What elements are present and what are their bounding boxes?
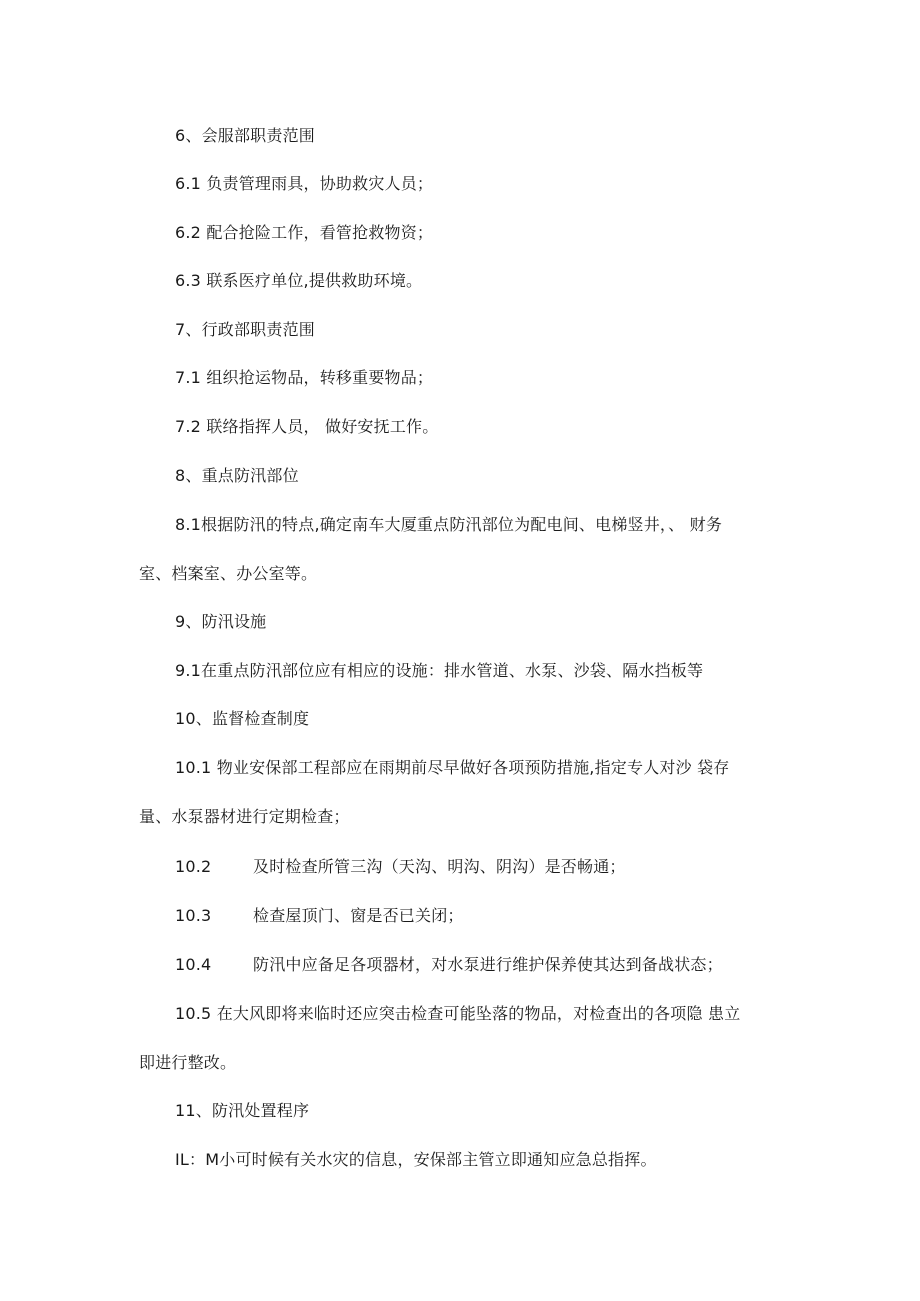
- item-text: 检查屋顶门、窗是否已关闭；: [253, 906, 464, 925]
- item-text: 防汛中应备足各项器材，对水泵进行维护保养使其达到备战状态；: [253, 955, 723, 974]
- item-10-3: [175, 905, 464, 927]
- item-text: 及时检查所管三沟（天沟、明沟、阴沟）是否畅通；: [253, 857, 626, 876]
- item-11-1: IL：M小可时候有关水灾的信息，安保部主管立即通知应急总指挥。: [175, 1150, 657, 1169]
- section-heading-7: 7、行政部职责范围: [175, 320, 315, 339]
- item-10-4: [175, 954, 723, 976]
- item-10-5-continued: 即进行整改。: [139, 1053, 237, 1072]
- item-6-3: 6.3 联系医疗单位,提供救助环境。: [175, 271, 423, 290]
- item-7-1: 7.1 组织抢运物品，转移重要物品；: [175, 368, 434, 387]
- item-number: 10.4: [175, 955, 212, 974]
- item-10-1: 10.1 物业安保部工程部应在雨期前尽早做好各项预防措施,指定专人对沙 袋存: [175, 758, 730, 777]
- section-heading-8: 8、重点防汛部位: [175, 466, 299, 485]
- item-9-1: 9.1在重点防汛部位应有相应的设施：排水管道、水泵、沙袋、隔水挡板等: [175, 661, 704, 680]
- section-heading-11: 11、防汛处置程序: [175, 1101, 310, 1120]
- item-number: 10.3: [175, 906, 212, 925]
- item-7-2: 7.2 联络指挥人员， 做好安抚工作。: [175, 417, 439, 436]
- item-8-1-continued: 室、档案室、办公室等。: [139, 564, 318, 583]
- item-8-1: 8.1根据防汛的特点,确定南车大厦重点防汛部位为配电间、电梯竖井，、 财务: [175, 515, 723, 534]
- item-10-2: [175, 856, 626, 878]
- section-heading-6: 6、会服部职责范围: [175, 126, 315, 145]
- section-heading-10: 10、监督检查制度: [175, 709, 310, 728]
- item-10-1-continued: 量、水泵器材进行定期检查；: [139, 807, 350, 826]
- item-6-2: 6.2 配合抢险工作，看管抢救物资；: [175, 223, 434, 242]
- section-heading-9: 9、防汛设施: [175, 612, 267, 631]
- item-10-5: 10.5 在大风即将来临时还应突击检查可能坠落的物品，对检查出的各项隐 患立: [175, 1004, 741, 1023]
- item-number: 10.2: [175, 857, 212, 876]
- item-6-1: 6.1 负责管理雨具，协助救灾人员；: [175, 174, 434, 193]
